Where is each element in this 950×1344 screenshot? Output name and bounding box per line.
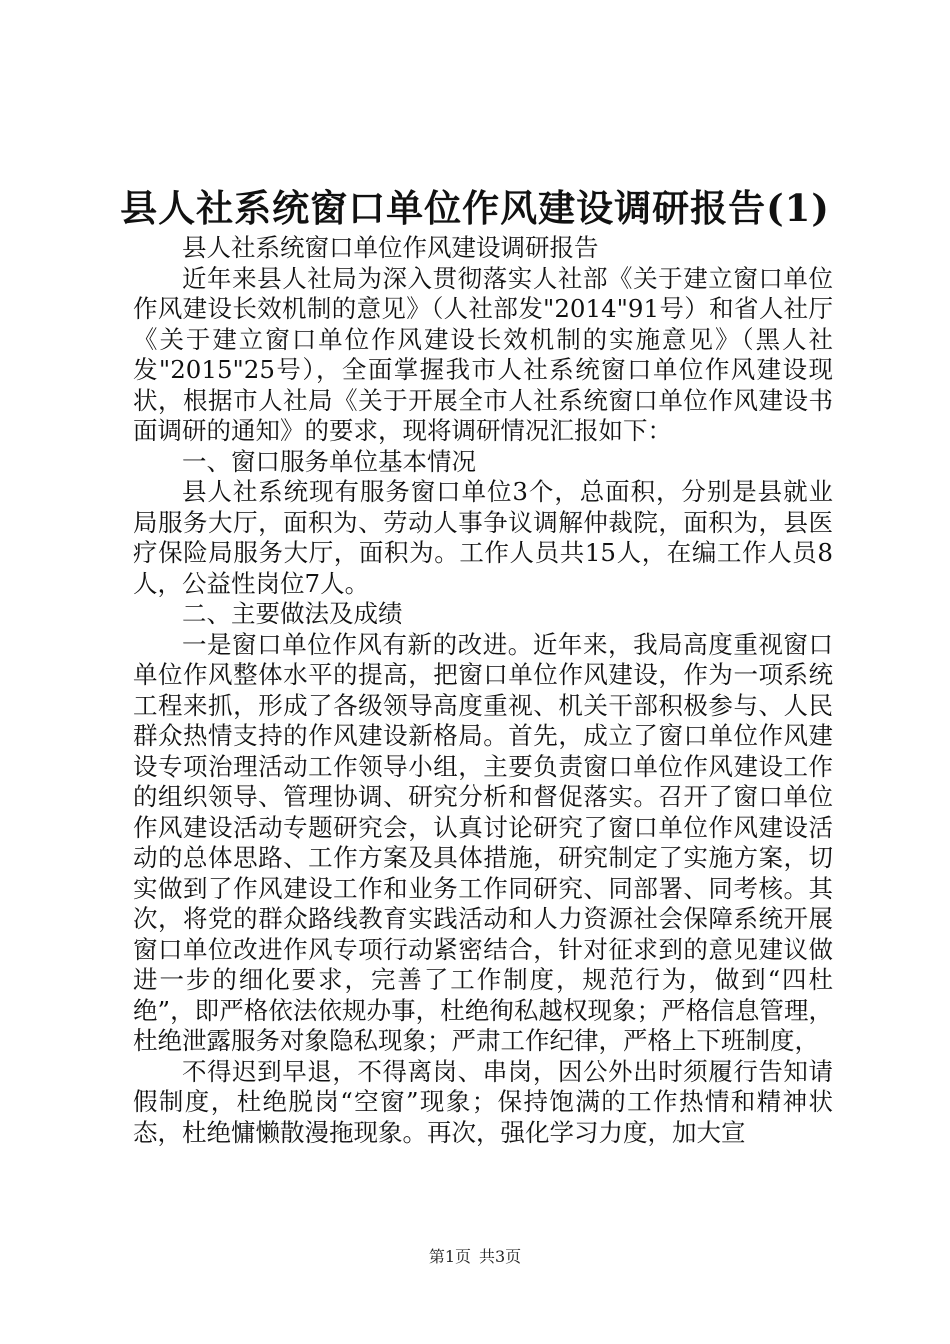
section-2-paragraph: 一是窗口单位作风有新的改进。近年来，我局高度重视窗口单位作风整体水平的提高，把窗口单位作风建设，作为一项系统工程来抓，形成了各级领导高度重视、机关干部积极参与、人民群众热情支持的作风建设新格局。首先，成立了窗口单位作风建设专项治理活动工作领导小组，主要负责窗口单位作风建设工作的组织领导、管理协调、研究分析和督促落实。召开了窗口单位作风建设活动专题研究会，认真讨论研究了窗口单位作风建设活动的总体思路、工作方案及具体措施，研究制定了实施方案，切实做到了作风建设工作和业务工作同研究、同部署、同考核。其次，将党的群众路线教育实践活动和人力资源社会保障系统开展窗口单位改进作风专项行动紧密结合，针对征求到的意见建议做进一步的细化要求，完善了工作制度，规范行为，做到“四杜绝”，即严格依法依规办事，杜绝徇私越权现象；严格信息管理，杜绝泄露服务对象隐私现象；严肃工作纪律，严格上下班制度， [133, 629, 833, 1055]
document-subtitle: 县人社系统窗口单位作风建设调研报告 [182, 233, 599, 262]
page-number: 第1页 [428, 1247, 471, 1266]
document-body [133, 233, 833, 1148]
section-2-paragraph-continued: 不得迟到早退，不得离岗、串岗，因公外出时须履行告知请假制度，杜绝脱岗“空窗”现象；保持饱满的工作热情和精神状态，杜绝慵懒散漫拖现象。再次，强化学习力度，加大宣 [133, 1056, 833, 1147]
page-total: 共3页 [479, 1247, 522, 1266]
document-title: 县人社系统窗口单位作风建设调研报告(1) [120, 186, 830, 230]
section-1-heading: 一、窗口服务单位基本情况 [182, 446, 476, 476]
section-2-heading: 二、主要做法及成绩 [182, 599, 403, 628]
page-footer [0, 1244, 950, 1267]
intro-paragraph: 近年来县人社局为深入贯彻落实人社部《关于建立窗口单位作风建设长效机制的意见》（人社部发"2014"91号）和省人社厅《关于建立窗口单位作风建设长效机制的实施意见》（黑人社发"2015"25号），全面掌握我市人社系统窗口单位作风建设现状，根据市人社局《关于开展全市人社系统窗口单位作风建设书面调研的通知》的要求，现将调研情况汇报如下： [133, 263, 833, 445]
section-1-paragraph: 县人社系统现有服务窗口单位3个，总面积，分别是县就业局服务大厅，面积为、劳动人事争议调解仲裁院，面积为，县医疗保险局服务大厅，面积为。工作人员共15人，在编工作人员8人，公益性岗位7人。 [133, 477, 833, 598]
